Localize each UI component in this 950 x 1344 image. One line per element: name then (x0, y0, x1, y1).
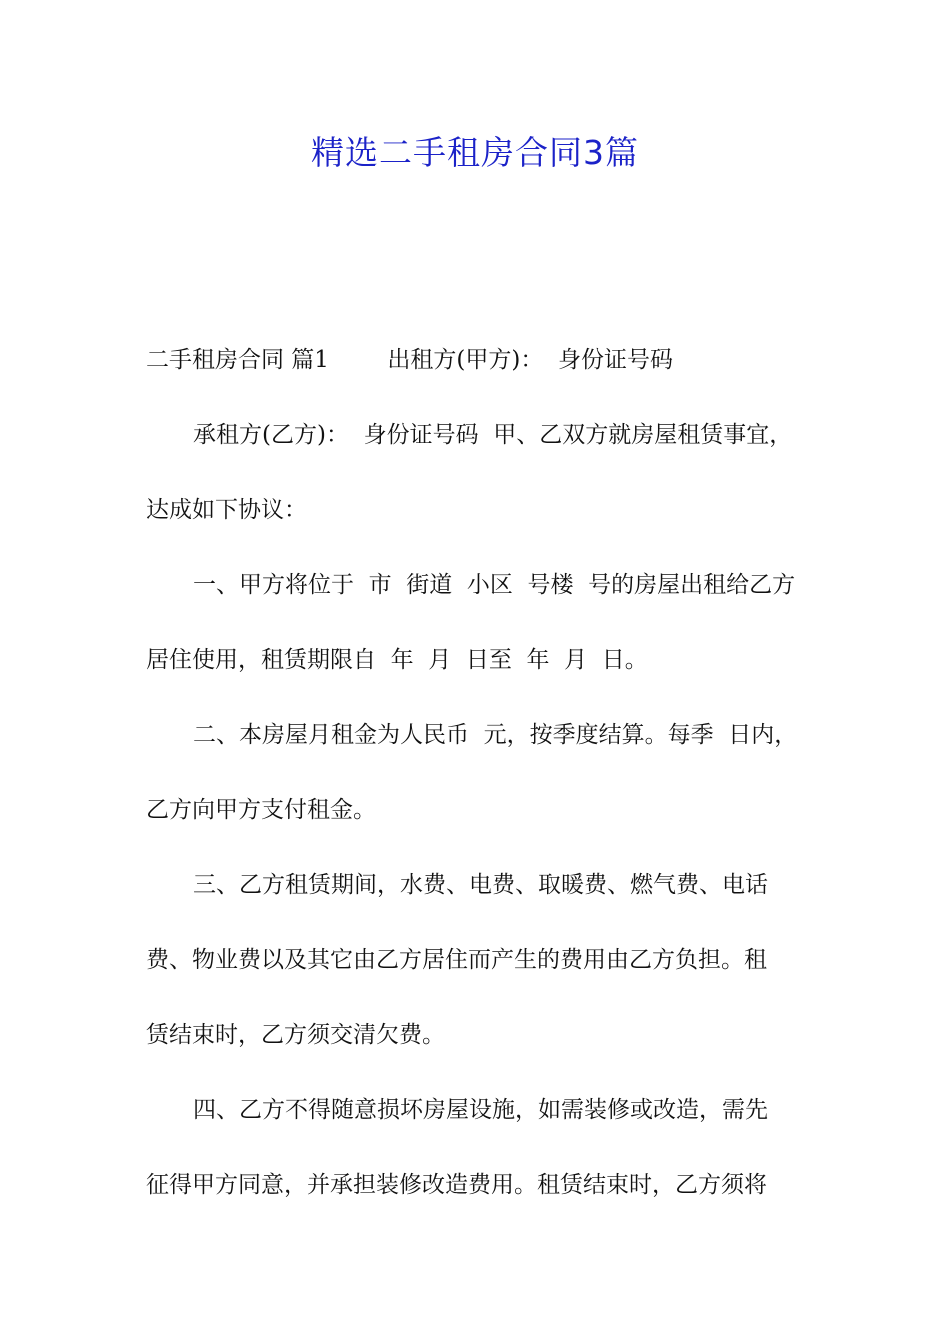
document-title: 精选二手租房合同3篇 (311, 133, 639, 172)
body-line: 乙方向甲方支付租金。 (146, 797, 376, 823)
body-line: 赁结束时，乙方须交清欠费。 (146, 1022, 445, 1048)
body-line: 居住使用，租赁期限自 年 月 日至 年 月 日。 (146, 647, 648, 673)
body-line: 二、本房屋月租金为人民币 元，按季度结算。每季 日内， (193, 722, 798, 748)
body-line: 达成如下协议： (146, 497, 307, 523)
body-line: 二手租房合同 篇1 出租方(甲方)： 身份证号码 (146, 347, 674, 373)
body-line: 三、乙方租赁期间，水费、电费、取暖费、燃气费、电话 (193, 872, 768, 898)
body-line: 征得甲方同意，并承担装修改造费用。租赁结束时，乙方须将 (146, 1172, 767, 1198)
body-line: 四、乙方不得随意损坏房屋设施，如需装修或改造，需先 (193, 1097, 768, 1123)
body-line: 承租方(乙方)： 身份证号码 甲、乙双方就房屋租赁事宜， (193, 422, 793, 448)
body-line: 一、甲方将位于 市 街道 小区 号楼 号的房屋出租给乙方 (193, 572, 796, 598)
body-line: 费、物业费以及其它由乙方居住而产生的费用由乙方负担。租 (146, 947, 767, 973)
